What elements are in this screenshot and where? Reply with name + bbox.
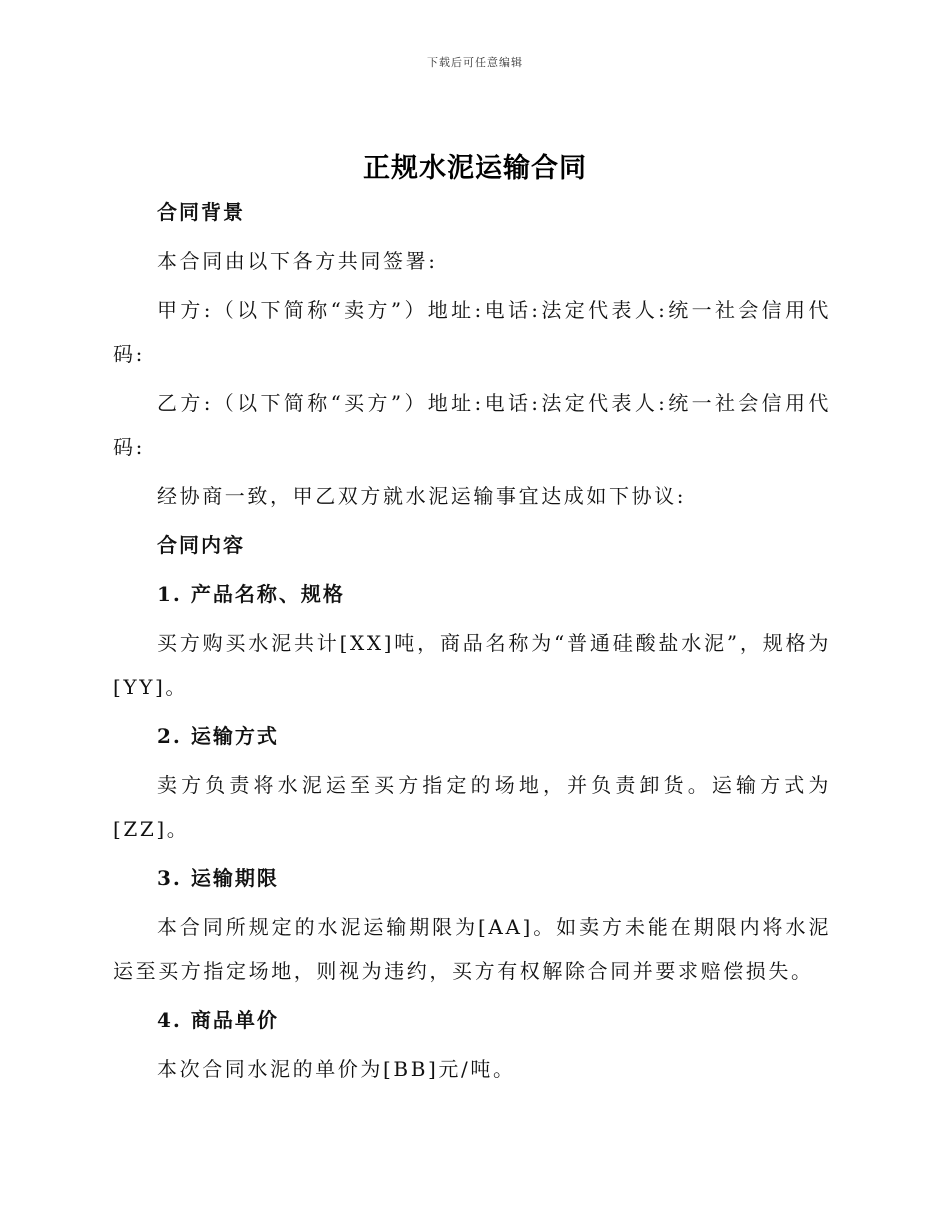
intro-paragraph: 本合同由以下各方共同签署: <box>157 249 438 273</box>
item1-heading: 1. 产品名称、规格 <box>157 582 345 606</box>
party-a-paragraph: 甲方:（以下简称“卖方”）地址:电话:法定代表人:统一社会信用代码: <box>113 298 831 366</box>
document-body <box>113 190 831 1096</box>
section-heading-background: 合同背景 <box>157 200 245 224</box>
item4-paragraph: 本次合同水泥的单价为[BB]元/吨。 <box>157 1057 516 1081</box>
agreement-paragraph: 经协商一致，甲乙双方就水泥运输事宜达成如下协议: <box>157 484 687 508</box>
item2-paragraph: 卖方负责将水泥运至买方指定的场地，并负责卸货。运输方式为[ZZ]。 <box>113 773 831 841</box>
item4-heading: 4. 商品单价 <box>157 1008 279 1032</box>
header-note: 下载后可任意编辑 <box>427 56 523 69</box>
item1-paragraph: 买方购买水泥共计[XX]吨，商品名称为“普通硅酸盐水泥”，规格为[YY]。 <box>113 631 831 699</box>
party-b-paragraph: 乙方:（以下简称“买方”）地址:电话:法定代表人:统一社会信用代码: <box>113 391 831 459</box>
document-title: 正规水泥运输合同 <box>363 153 587 184</box>
item3-heading: 3. 运输期限 <box>157 866 279 890</box>
item3-paragraph: 本合同所规定的水泥运输期限为[AA]。如卖方未能在期限内将水泥运至买方指定场地，则视为违约，买方有权解除合同并要求赔偿损失。 <box>113 915 831 983</box>
item2-heading: 2. 运输方式 <box>157 724 279 748</box>
section-heading-content: 合同内容 <box>157 533 245 557</box>
